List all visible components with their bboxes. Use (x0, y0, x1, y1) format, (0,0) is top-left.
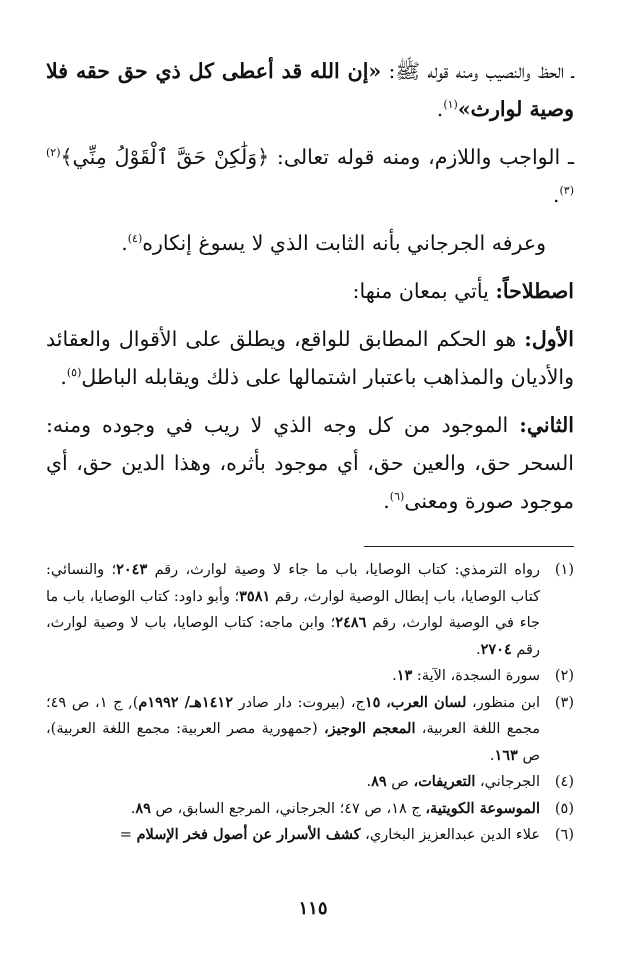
fn4-b-num: ٨٩ (371, 773, 387, 790)
fn1-d-num: ٢٧٠٤ (480, 640, 512, 658)
fn1-a-num: ٢٠٤٣ (116, 561, 148, 578)
p6-text: الموجود من كل وجه الذي لا ريب في وجوده ومنه: السحر حق، والعين حق، أي موجود بأثره، وهذا الدين حق، أي موجود صورة ومعنى (46, 413, 574, 513)
footnote-6 (46, 822, 574, 849)
paragraph-3 (46, 224, 574, 262)
footnote-number: (٥) (554, 800, 574, 817)
fn1-c: ؛ وأبو داود: كتاب الوصايا، باب ما جاء في الوصية لوارث، رقم (46, 588, 540, 631)
fn4-end: . (366, 774, 372, 790)
p2-quran-quote: ﴿وَلَٰكِنْ حَقَّ ٱلْقَوْلُ مِنِّي﴾ (60, 145, 270, 169)
fn3-c-date: ١٤١٢هـ/ ١٩٩٢م (138, 693, 233, 711)
p1-text: ـ الحظ والنصيب ومنه قوله ﷺ: (381, 59, 574, 83)
fn3-c: ج، (بيروت: دار صادر (232, 694, 365, 711)
fn5-b-num: ٨٩ (135, 799, 151, 817)
footnote-1 (46, 557, 574, 663)
p6-end: . (383, 489, 390, 513)
footnote-number: (٦) (554, 827, 574, 843)
footnote-number: (٤) (554, 774, 574, 790)
fn1-end: . (476, 641, 481, 658)
fn3-b-num: ١٥ (364, 693, 381, 711)
p5-text: هو الحكم المطابق للواقع، ويطلق على الأقوال والعقائد والأديان والمذاهب باعتبار اشتمالها على ذلك ويقابله الباطل (46, 327, 574, 389)
p4-heading: اصطلاحاً: (495, 279, 574, 303)
fn1-b-num: ٣٥٨١ (239, 587, 271, 605)
fn3-a: ابن منظور، (466, 694, 541, 711)
p2-text: ـ الواجب واللازم، ومنه قوله تعالى: (269, 145, 574, 169)
p6-heading: الثاني: (519, 413, 574, 437)
fn2-a: سورة السجدة، الآية: (412, 668, 540, 684)
fn3-end: . (489, 747, 495, 764)
p2-end: . (552, 183, 560, 207)
p5-end: . (60, 365, 67, 389)
p5-heading: الأول: (524, 327, 574, 351)
fn3-d-title: المعجم الوجيز، (323, 720, 416, 737)
paragraph-1 (46, 52, 574, 128)
fn6-end: = (119, 827, 137, 843)
fn3-d: ), ج ١، ص ٤٩؛ مجمع اللغة العربية، (46, 694, 540, 737)
page-number: ١١٥ (298, 898, 328, 919)
footnote-2 (46, 663, 574, 690)
p3-end: . (121, 231, 128, 255)
p1-end: . (436, 97, 444, 121)
fn1-c-num: ٢٤٨٦ (335, 614, 367, 631)
footnote-5 (46, 796, 574, 823)
fn1-b: ؛ والنسائي: كتاب الوصايا، باب إبطال الوصية لوارث، رقم (46, 562, 540, 605)
main-text (46, 52, 574, 520)
p2-footnote-ref: (٢)(٣) (46, 146, 574, 198)
footnote-number: (١) (554, 562, 574, 578)
paragraph-2 (46, 138, 574, 214)
fn6-a: علاء الدين عبدالعزيز البخاري، (360, 827, 540, 843)
fn3-a-title: لسان العرب، (386, 693, 467, 711)
footnote-4 (46, 769, 574, 796)
fn2-end: . (392, 668, 397, 684)
footnote-text (46, 690, 540, 770)
fn5-end: . (130, 800, 136, 817)
footnote-3 (46, 690, 574, 770)
fn4-a-title: التعريفات، (413, 773, 476, 790)
fn4-b: ص (386, 774, 414, 790)
fn5-a: ج ١٨، ص ٤٧؛ الجرجاني، المرجع السابق، ص (150, 800, 426, 817)
paragraph-4 (46, 272, 574, 310)
fn1-d: ؛ وابن ماجه: كتاب الوصايا، باب لا وصية لوارث، رقم (46, 615, 540, 658)
footnote-text (46, 822, 540, 849)
p3-footnote-ref: (٤) (127, 232, 143, 246)
footnote-text (46, 796, 540, 823)
footnote-number: (٢) (554, 668, 574, 684)
p1-footnote-ref: (١) (443, 98, 458, 112)
footnote-number: (٣) (554, 694, 574, 711)
paragraph-6 (46, 406, 574, 520)
footnote-text (46, 557, 540, 663)
fn1-a: رواه الترمذي: كتاب الوصايا، باب ما جاء لا وصية لوارث، رقم (147, 562, 540, 578)
footnotes (46, 557, 574, 849)
fn5-a-title: الموسوعة الكويتية، (425, 799, 540, 817)
p3-text: وعرفه الجرجاني بأنه الثابت الذي لا يسوغ إنكاره (142, 231, 546, 255)
fn4-a: الجرجاني، (475, 774, 540, 790)
p1-hadith: «إن الله قد أعطى كل ذي حق حقه فلا وصية لوارث» (46, 59, 574, 121)
p5-footnote-ref: (٥) (66, 366, 82, 380)
fn6-a-title: كشف الأسرار عن أصول فخر الإسلام (136, 826, 361, 843)
paragraph-5 (46, 320, 574, 396)
fn3-e-num: ١٦٣ (494, 746, 518, 764)
fn2-a-num: ١٣ (396, 667, 413, 684)
footnote-text (46, 663, 540, 690)
footnote-text (46, 769, 540, 796)
footnote-divider (364, 546, 574, 547)
p4-text: يأتي بمعان منها: (352, 279, 496, 303)
fn3-e: (جمهورية مصر العربية: مجمع اللغة العربية)، ص (46, 721, 540, 764)
p6-footnote-ref: (٦) (389, 490, 405, 504)
